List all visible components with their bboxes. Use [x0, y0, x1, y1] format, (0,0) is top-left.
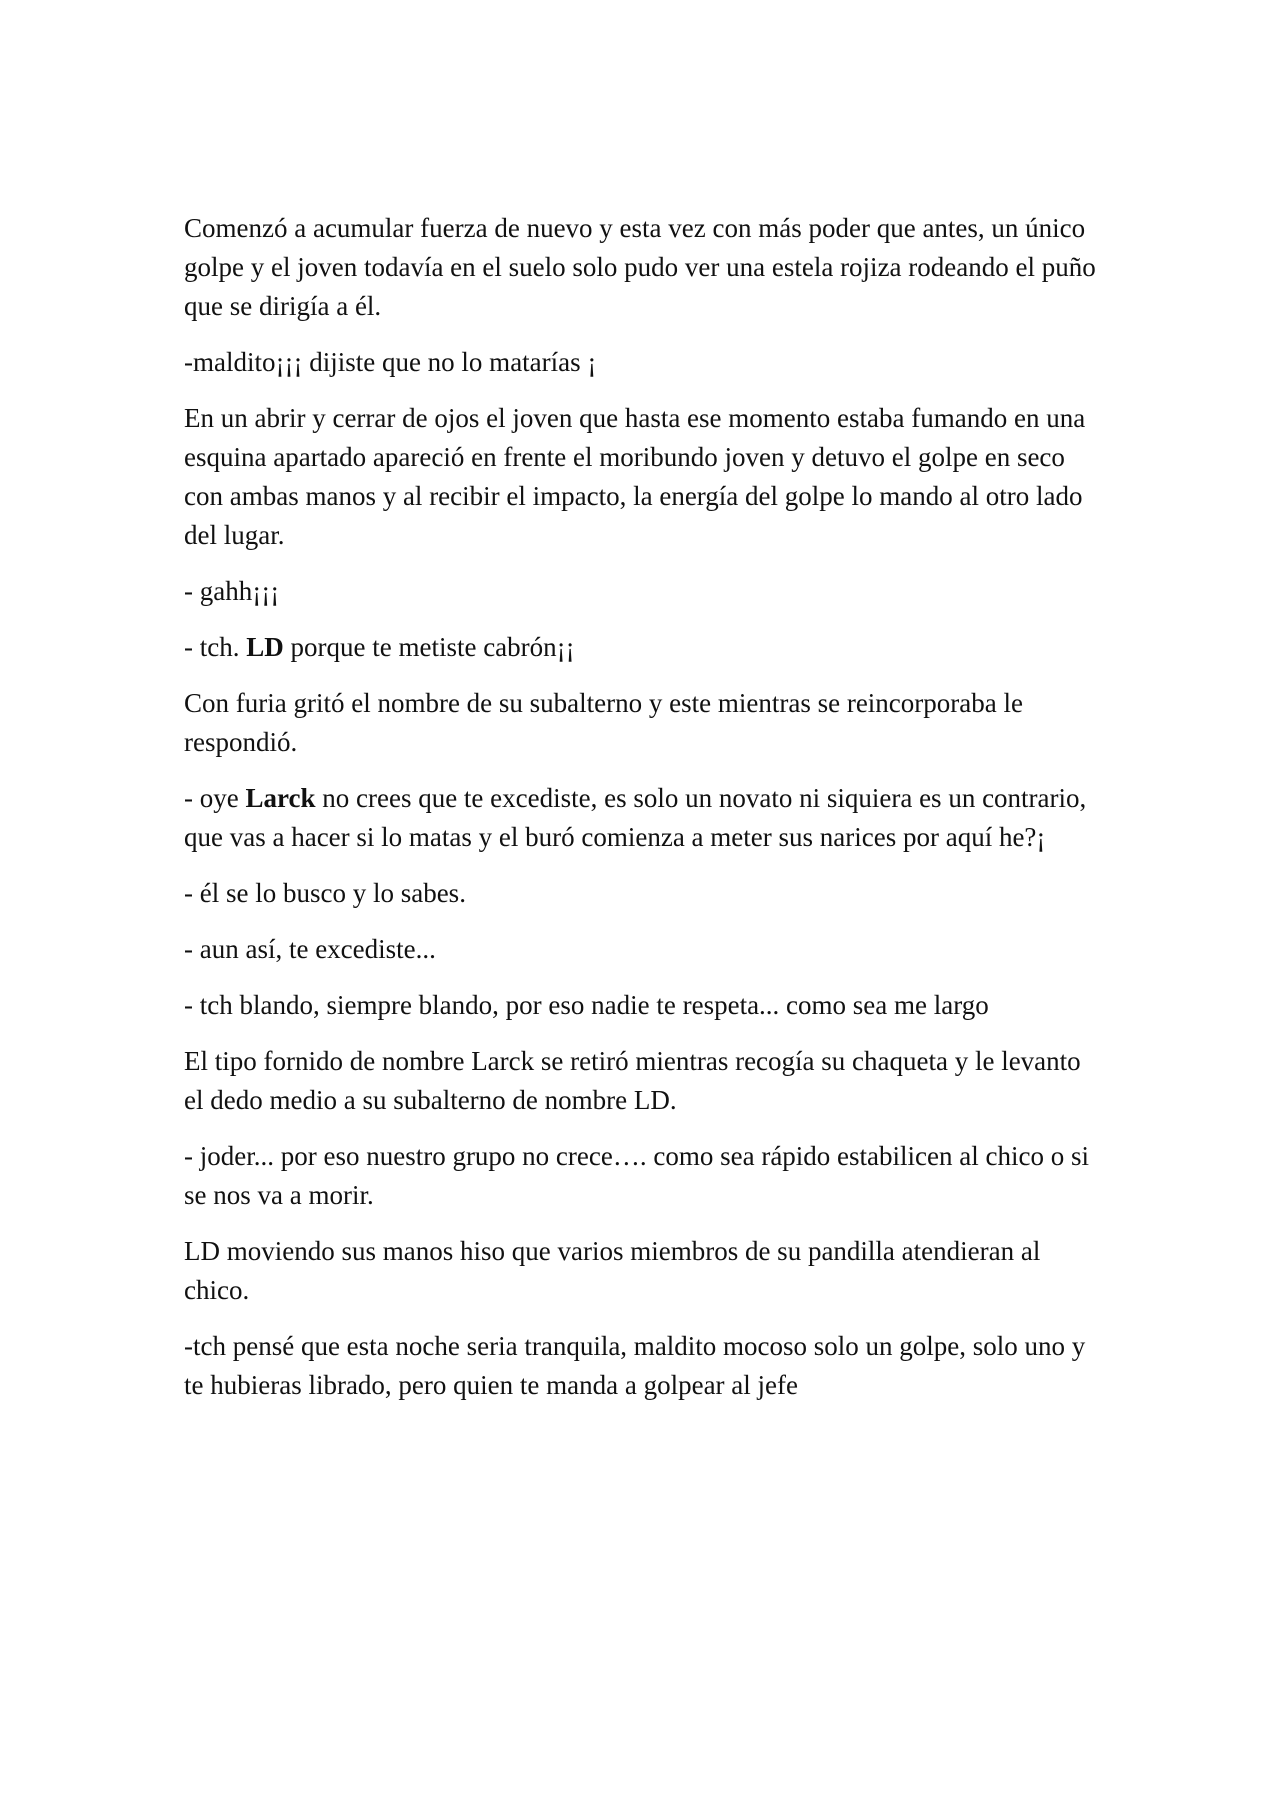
paragraph — [184, 779, 1104, 857]
paragraph — [184, 684, 1104, 762]
paragraph-text: El tipo fornido de nombre Larck se retiró mientras recogía su chaqueta y le levanto el dedo medio a su subalterno de nombre LD. — [184, 1046, 1081, 1115]
paragraph-text: - oye — [184, 783, 246, 813]
bold-name-text: Larck — [245, 783, 316, 813]
paragraph — [184, 986, 1104, 1025]
paragraph — [184, 1042, 1104, 1120]
paragraph-text: - joder... por eso nuestro grupo no crece…. como sea rápido estabilicen al chico o si se nos va a morir. — [184, 1141, 1089, 1210]
paragraph-text: porque te metiste cabrón¡¡ — [283, 632, 575, 662]
paragraph — [184, 874, 1104, 913]
paragraph-text: - aun así, te excediste... — [184, 934, 436, 964]
paragraph-text: no crees que te excediste, es solo un novato ni siquiera es un contrario, que vas a hacer si lo matas y el buró comienza a meter sus narices por aquí he?¡ — [184, 783, 1087, 852]
paragraph-text: - él se lo busco y lo sabes. — [184, 878, 466, 908]
paragraph-text: - tch. — [184, 632, 247, 662]
paragraph-text: Comenzó a acumular fuerza de nuevo y esta vez con más poder que antes, un único golpe y el joven todavía en el suelo solo pudo ver una estela rojiza rodeando el puño que se dirigía a él. — [184, 213, 1096, 321]
paragraph — [184, 930, 1104, 969]
document-body — [184, 209, 1104, 1422]
paragraph-text: -maldito¡¡¡ dijiste que no lo matarías ¡ — [184, 347, 597, 377]
paragraph-text: -tch pensé que esta noche seria tranquila, maldito mocoso solo un golpe, solo uno y te hubieras librado, pero quien te manda a golpear al jefe — [184, 1331, 1086, 1400]
paragraph-text: LD moviendo sus manos hiso que varios miembros de su pandilla atendieran al chico. — [184, 1236, 1041, 1305]
paragraph — [184, 572, 1104, 611]
paragraph — [184, 1137, 1104, 1215]
paragraph-text: En un abrir y cerrar de ojos el joven que hasta ese momento estaba fumando en una esquina apartado apareció en frente el moribundo joven y detuvo el golpe en seco con ambas manos y al recibir el impacto, la energía del golpe lo mando al otro lado del lugar. — [184, 403, 1086, 550]
paragraph-text: Con furia gritó el nombre de su subalterno y este mientras se reincorporaba le respondió. — [184, 688, 1023, 757]
paragraph-text: - gahh¡¡¡ — [184, 576, 280, 606]
paragraph — [184, 209, 1104, 326]
paragraph-text: - tch blando, siempre blando, por eso nadie te respeta... como sea me largo — [184, 990, 989, 1020]
paragraph — [184, 343, 1104, 382]
paragraph — [184, 1327, 1104, 1405]
paragraph — [184, 628, 1104, 667]
paragraph — [184, 1232, 1104, 1310]
paragraph — [184, 399, 1104, 555]
bold-name-text: LD — [246, 632, 284, 662]
